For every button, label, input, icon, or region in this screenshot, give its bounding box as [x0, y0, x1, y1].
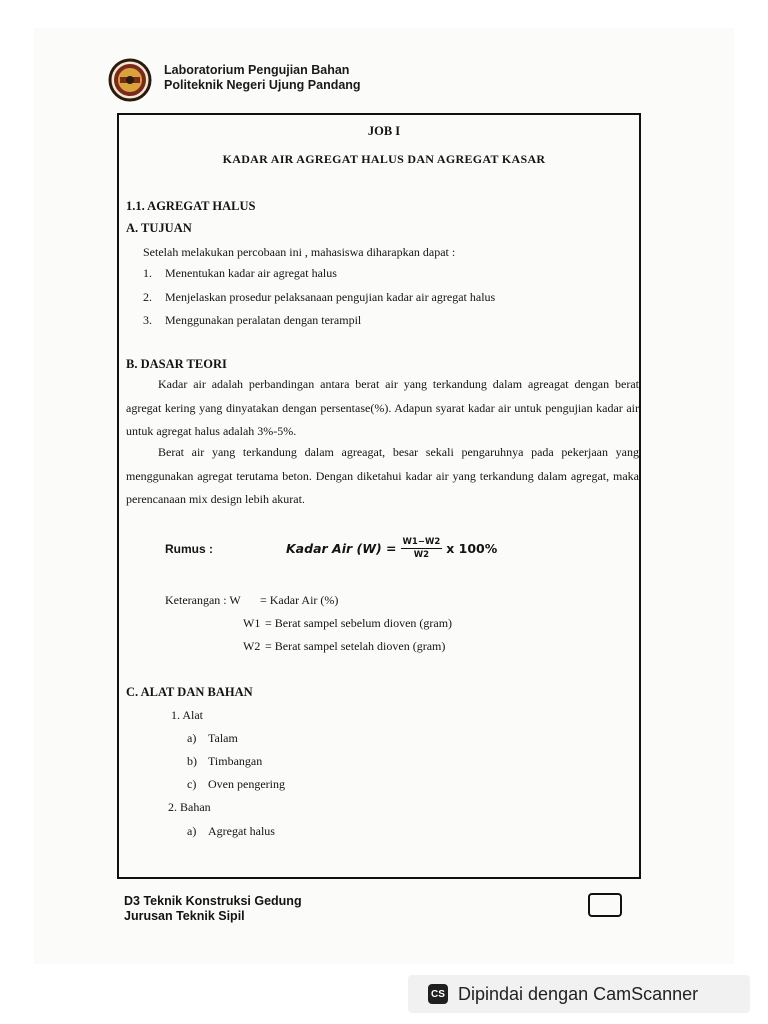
- institution-line-2: Politeknik Negeri Ujung Pandang: [164, 78, 361, 92]
- institution-name: [164, 63, 361, 93]
- list-item-text: Menjelaskan prosedur pelaksanaan pengujian kadar air agregat halus: [165, 290, 496, 304]
- list-item-text: Menentukan kadar air agregat halus: [165, 266, 337, 280]
- section-heading-agregat-halus: 1.1. AGREGAT HALUS: [126, 199, 256, 213]
- dasar-teori-paragraph-2: Berat air yang terkandung dalam agreagat, besar sekali pengaruhnya pada pekerjaan yang menggunakan agregat terutama beton. Dengan diketahui kadar air yang terkandung dalam agregat, maka perencanaan mix design lebih akurat.: [126, 445, 639, 506]
- list-item-number: 1.: [143, 266, 152, 280]
- page-number-box: [588, 893, 622, 917]
- list-item-number: 3.: [143, 313, 152, 327]
- keterangan-symbol: W2: [243, 639, 261, 653]
- keterangan-desc: = Kadar Air (%): [260, 593, 339, 607]
- formula-lhs: Kadar Air (W) =: [286, 540, 397, 556]
- list-item-text: Agregat halus: [208, 824, 275, 838]
- bahan-heading: 2. Bahan: [168, 800, 211, 814]
- tujuan-heading: A. TUJUAN: [126, 221, 192, 235]
- formula-denominator: W2: [413, 549, 430, 560]
- footer-line-1: D3 Teknik Konstruksi Gedung: [124, 894, 302, 908]
- job-title: JOB I: [367, 124, 401, 138]
- document-footer: [124, 894, 302, 924]
- list-item-number: a): [187, 824, 197, 838]
- list-item-text: Menggunakan peralatan dengan terampil: [165, 313, 362, 327]
- list-item: [143, 312, 362, 328]
- dasar-teori-heading: B. DASAR TEORI: [126, 357, 227, 371]
- rumus-label: Rumus :: [165, 542, 213, 556]
- list-item: [143, 265, 337, 281]
- formula-numerator: W1−W2: [402, 536, 441, 547]
- list-item-text: Timbangan: [208, 754, 263, 768]
- list-item: [143, 289, 496, 305]
- keterangan-label: Keterangan : W: [165, 593, 241, 607]
- list-item-number: a): [187, 731, 197, 745]
- list-item: [187, 753, 263, 769]
- alat-bahan-heading: C. ALAT DAN BAHAN: [126, 685, 253, 699]
- main-title: KADAR AIR AGREGAT HALUS DAN AGREGAT KASAR: [222, 152, 546, 166]
- keterangan-symbol: W1: [243, 616, 261, 630]
- institution-line-1: Laboratorium Pengujian Bahan: [164, 63, 350, 77]
- keterangan-row: [243, 615, 453, 631]
- institution-logo-icon: [108, 58, 152, 102]
- camscanner-watermark: [408, 975, 750, 1013]
- list-item-text: Oven pengering: [208, 777, 285, 791]
- list-item: [187, 730, 238, 746]
- list-item-number: 2.: [143, 290, 152, 304]
- kadar-air-formula: [286, 531, 497, 565]
- tujuan-intro: Setelah melakukan percobaan ini , mahasiswa diharapkan dapat :: [143, 245, 456, 259]
- keterangan-row: [243, 638, 446, 654]
- footer-line-2: Jurusan Teknik Sipil: [124, 909, 245, 923]
- list-item: [187, 823, 275, 839]
- list-item-number: c): [187, 777, 197, 791]
- camscanner-logo-icon: CS: [428, 984, 448, 1004]
- list-item-text: Talam: [208, 731, 238, 745]
- formula-rhs: x 100%: [446, 540, 498, 556]
- formula-fraction: [401, 537, 443, 560]
- keterangan-row: [165, 592, 339, 608]
- keterangan-desc: = Berat sampel sebelum dioven (gram): [265, 616, 453, 630]
- alat-heading: 1. Alat: [171, 708, 203, 722]
- keterangan-desc: = Berat sampel setelah dioven (gram): [265, 639, 446, 653]
- list-item: [187, 776, 285, 792]
- list-item-number: b): [187, 754, 197, 768]
- dasar-teori-paragraph-1: Kadar air adalah perbandingan antara berat air yang terkandung dalam agreagat dengan berat agregat kering yang dinyatakan dengan persentase(%). Adapun syarat kadar air untuk pengujian kadar air untuk agregat halus adalah 3%-5%.: [126, 377, 639, 438]
- camscanner-label: Dipindai dengan CamScanner: [458, 983, 699, 1004]
